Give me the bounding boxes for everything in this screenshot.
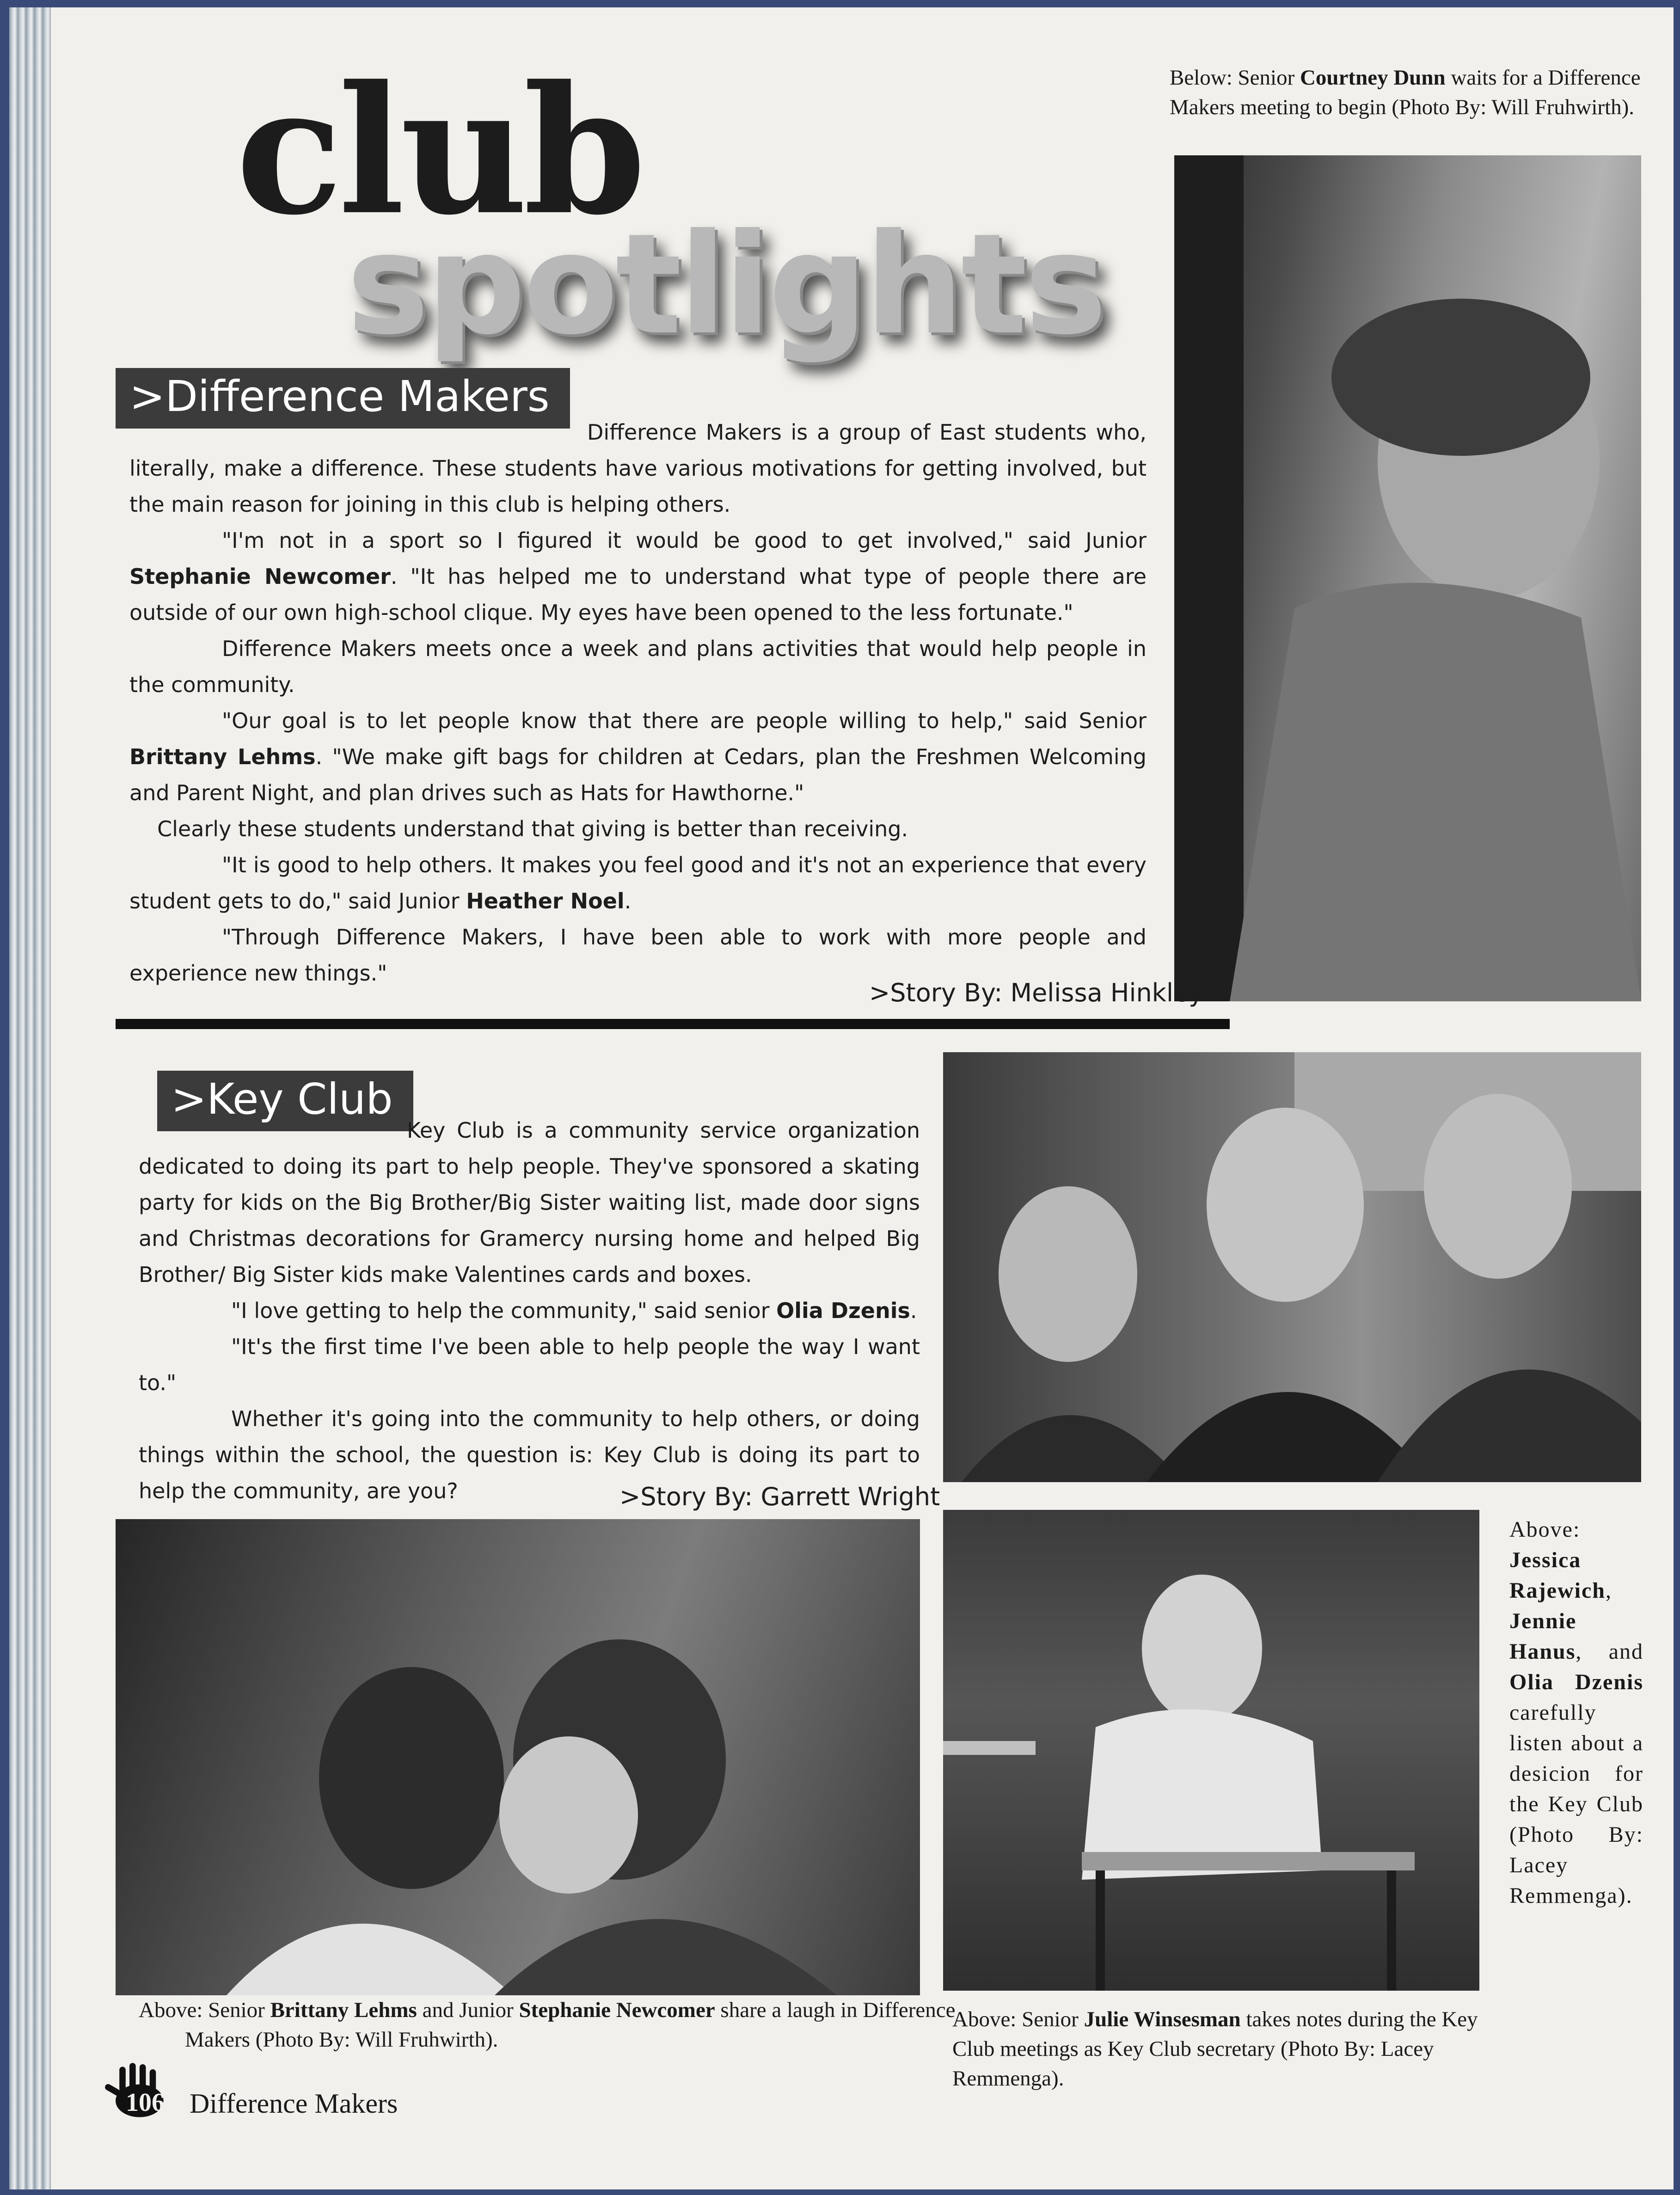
photo-key-club-members <box>943 1052 1641 1482</box>
photo-courtney-dunn <box>1174 155 1641 1001</box>
title-club: club <box>236 47 642 254</box>
kc-paragraph-1: Key Club is a community service organization dedicated to doing its part to help people. They've sponsored a skating party for kids on the Big Brother/Big Sister waiting list, made door signs and Christmas decorations for Gramercy nursing home and helped Big Brother/ Big Sister kids make Valentines cards and boxes. <box>139 1118 920 1287</box>
section-tag-difference-makers: >Difference Makers <box>116 368 570 429</box>
photo-brittany-stephanie-art <box>116 1519 920 1995</box>
dm-paragraph-6: "It is good to help others. It makes you feel good and it's not an experience that every student gets to do," said Junior Heather Noel. <box>129 852 1147 914</box>
dm-paragraph-7: "Through Difference Makers, I have been able to work with more people and experience new things." <box>129 925 1147 986</box>
story-key-club <box>139 1112 920 1509</box>
story-difference-makers <box>129 414 1147 991</box>
kc-paragraph-3: "It's the first time I've been able to help people the way I want to." <box>139 1334 920 1395</box>
byline-garrett-wright: >Story By: Garrett Wright <box>619 1482 940 1511</box>
photo-brittany-stephanie <box>116 1519 920 1995</box>
photo-key-club-members-art <box>943 1052 1641 1482</box>
kc-paragraph-4: Whether it's going into the community to help others, or doing things within the school, the question is: Key Club is doing its part to help the community, are you? <box>139 1406 920 1503</box>
kc-paragraph-2: "I love getting to help the community," said senior Olia Dzenis. <box>231 1298 917 1323</box>
dm-paragraph-4: "Our goal is to let people know that there are people willing to help," said Senior Brittany Lehms. "We make gift bags for children at Cedars, plan the Freshmen Welcoming and Parent Night, and plan drives such as Hats for Hawthorne." <box>129 708 1147 805</box>
title-spotlights: spotlights <box>347 204 1104 365</box>
section-tag-key-club: >Key Club <box>157 1071 413 1131</box>
photo-julie-winsesman <box>943 1510 1479 1991</box>
dm-paragraph-3: Difference Makers meets once a week and plans activities that would help people in the community. <box>129 636 1147 697</box>
yearbook-page <box>9 7 1674 2189</box>
photo-courtney-dunn-art <box>1174 155 1641 1001</box>
book-spine <box>9 7 51 2189</box>
caption-brittany-stephanie: Above: Senior Brittany Lehms and Junior Stephanie Newcomer share a laugh in Difference Makers (Photo By: Will Fruhwirth). <box>139 1998 956 2052</box>
photo-julie-winsesman-art <box>943 1510 1479 1991</box>
section-divider <box>116 1019 1230 1029</box>
byline-melissa-hinkley: >Story By: Melissa Hinkley <box>869 978 1204 1007</box>
caption-key-club-members: Above: Jessica Rajewich, Jennie Hanus, and Olia Dzenis carefully listen about a desicion for the Key Club (Photo By: Lacey Remmenga). <box>1509 1517 1643 1908</box>
footer-section-name: Difference Makers <box>190 2088 398 2119</box>
dm-paragraph-1: Difference Makers is a group of East students who, literally, make a difference. These students have various motivations for getting involved, but the main reason for joining in this club is helping others. <box>129 420 1147 517</box>
dm-paragraph-5: Clearly these students understand that giving is better than receiving. <box>157 816 908 841</box>
page-number: 106 <box>126 2088 165 2117</box>
caption-courtney-dunn: Below: Senior Courtney Dunn waits for a Difference Makers meeting to begin (Photo By: Will Fruhwirth). <box>1170 66 1641 119</box>
caption-julie-winsesman: Above: Senior Julie Winsesman takes notes during the Key Club meetings as Key Club secretary (Photo By: Lacey Remmenga). <box>952 2007 1478 2091</box>
dm-paragraph-2: "I'm not in a sport so I figured it would be good to get involved," said Junior Stephanie Newcomer. "It has helped me to understand what type of people there are outside of our own high-school clique. My eyes have been opened to the less fortunate." <box>129 528 1147 625</box>
